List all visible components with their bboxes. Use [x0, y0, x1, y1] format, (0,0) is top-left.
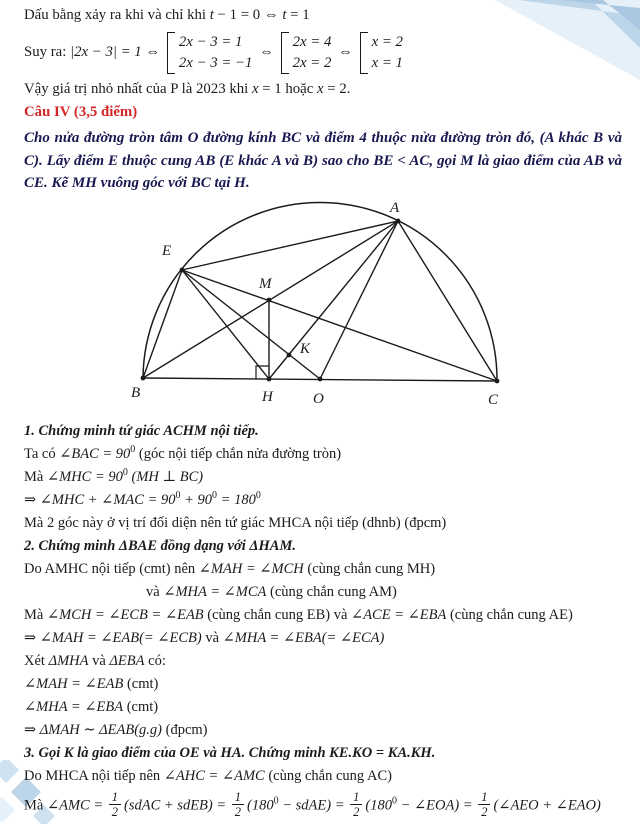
line-mha-mca: [24, 583, 632, 602]
fraction: [109, 790, 121, 819]
text-segment: x: [317, 81, 324, 97]
cases-rows: [372, 32, 403, 74]
geometry-figure: [0, 185, 640, 420]
line-equality-condition: [24, 6, 622, 25]
text-segment: |2x − 3| = 1: [70, 44, 146, 60]
text-segment: Dấu bằng xảy ra khi và chỉ khi: [24, 7, 210, 23]
left-bracket-icon: [167, 32, 175, 74]
text-segment: (180: [247, 797, 274, 814]
line-mah-eab-ecb: [24, 629, 632, 648]
fraction: [350, 790, 362, 819]
edge-EA: [182, 221, 398, 270]
text-segment: Mà: [24, 607, 47, 623]
text-segment: và: [146, 584, 164, 600]
text-segment: 1. Chứng minh tứ giác ACHM nội tiếp.: [24, 423, 259, 439]
point-dot-O: [318, 377, 323, 382]
text-segment: 0: [130, 444, 136, 456]
problem-heading: Câu IV (3,5 điểm): [24, 104, 138, 120]
fraction: [232, 790, 244, 819]
heading-part-3: [24, 744, 632, 763]
line-ahc-amc: [24, 767, 632, 786]
fraction-denominator: 2: [234, 805, 242, 819]
text-segment: ∠MHA = ∠MCA: [163, 584, 267, 600]
text-segment: − 1 = 0 ⇔: [213, 7, 283, 23]
edge-AC: [398, 221, 497, 381]
text-segment: ∠MAH = ∠EAB: [24, 676, 124, 692]
point-dot-B: [141, 376, 146, 381]
line-mch-ecb-eab: [24, 606, 632, 625]
point-dot-K: [287, 353, 292, 358]
text-segment: (đpcm): [161, 722, 208, 738]
text-segment: 0: [212, 490, 218, 502]
text-segment: (= ∠ECB): [139, 630, 202, 646]
text-segment: = 2.: [323, 81, 351, 97]
edge-EB: [143, 270, 182, 378]
text-segment: (∠AEO + ∠EAO): [493, 797, 601, 814]
text-segment: 0: [175, 490, 181, 502]
text-segment: ∠MAH = ∠EAB: [39, 630, 140, 646]
solution-text-block: [24, 422, 632, 822]
point-label-K: K: [300, 341, 311, 357]
text-segment: ∠ACE = ∠EBA: [351, 607, 447, 623]
text-segment: và: [88, 653, 110, 669]
point-label-M: M: [259, 276, 272, 292]
text-segment: ΔMAH ∼ ΔEAB: [39, 722, 135, 738]
text-segment: ∠MHA = ∠EBA: [24, 699, 124, 715]
text-segment: (cùng chắn cung AM): [266, 584, 397, 600]
text-segment: Mà 2 góc này ở vị trí đối diện nên tứ giác MHCA nội tiếp (dhnb) (đpcm): [24, 515, 447, 531]
point-dot-C: [495, 379, 500, 384]
text-segment: và: [201, 630, 223, 646]
line-conclusion: [24, 80, 622, 99]
line-cmt-2: [24, 698, 632, 717]
text-segment: (cmt): [123, 699, 159, 715]
line-bac-90: [24, 445, 632, 464]
text-segment: (cmt): [123, 676, 159, 692]
text-segment: 0: [391, 795, 397, 807]
point-dot-M: [267, 298, 272, 303]
point-label-O: O: [313, 391, 324, 407]
case-row: 2x − 3 = −1: [178, 54, 253, 71]
text-segment: (= ∠ECA): [321, 630, 385, 646]
text-segment: − ∠EOA) =: [396, 797, 477, 814]
case-row: 2x − 3 = 1: [178, 33, 243, 50]
cases-bracket: [281, 32, 332, 74]
line-mhc-90: [24, 468, 632, 487]
line-doi-dien: [24, 514, 632, 533]
text-segment: (MH ⊥ BC): [127, 469, 204, 485]
text-segment: x: [251, 81, 259, 97]
text-segment: ∠MAH = ∠MCH: [198, 561, 304, 577]
text-segment: ⇔: [255, 44, 278, 60]
fraction-numerator: 1: [478, 790, 490, 805]
heading-part-1: [24, 422, 632, 441]
cases-bracket: [167, 32, 253, 74]
problem-statement: Cho nửa đường tròn tâm O đường kính BC và điểm 4 thuộc nửa đường tròn đó, (A khác B và C). Lấy điểm E thuộc cung AB (E khác A và B) sao cho BE < AC, gọi M là giao điểm của AB và CE. Kẽ MH vuông góc với BC tại H.: [24, 130, 622, 191]
semicircle-arc: [143, 202, 497, 381]
text-segment: có:: [144, 653, 166, 669]
point-label-C: C: [488, 392, 499, 408]
text-segment: (cùng chắn cung AE): [446, 607, 573, 623]
text-segment: 3. Gọi K là giao điểm của OE và HA. Chứng minh KE.KO = KA.KH.: [24, 745, 436, 761]
text-segment: Suy ra:: [24, 44, 71, 60]
fraction: [478, 790, 490, 819]
line-cmt-1: [24, 675, 632, 694]
text-segment: Mà: [24, 469, 47, 485]
text-segment: ∠AHC = ∠AMC: [163, 768, 265, 784]
text-segment: ∠AMC =: [46, 797, 107, 814]
text-segment: 2. Chứng minh ΔBAE đồng dạng với ΔHAM.: [24, 538, 296, 554]
cases-rows: [179, 32, 253, 74]
cases-rows: [293, 32, 332, 74]
point-dot-H: [267, 377, 272, 382]
line-suy-ra: [24, 29, 622, 77]
text-segment: (g.g): [134, 722, 162, 738]
fraction-denominator: 2: [353, 805, 360, 819]
text-segment: ∠MHC + ∠MAC = 90: [39, 492, 176, 508]
line-mah-mch: [24, 560, 632, 579]
case-row: x = 2: [371, 33, 403, 50]
text-segment: ∠MCH = ∠ECB = ∠EAB: [46, 607, 204, 623]
edge-EO: [182, 270, 320, 379]
text-segment: ∠MHA = ∠EBA: [222, 630, 322, 646]
text-segment: ΔMHA: [48, 653, 89, 669]
case-row: 2x = 2: [292, 54, 332, 71]
text-segment: − sdAE) =: [278, 797, 349, 814]
text-segment: ∠MHC = 90: [46, 469, 123, 485]
text-segment: Xét: [24, 653, 49, 669]
point-label-A: A: [390, 200, 400, 216]
text-segment: (cùng chắn cung EB) và: [203, 607, 352, 623]
left-bracket-icon: [281, 32, 289, 74]
text-segment: = 180: [217, 492, 256, 508]
text-segment: Mà: [24, 797, 47, 814]
text-segment: ⇔: [334, 44, 357, 60]
line-amc-fractions: [24, 790, 632, 822]
top-text-block: [24, 6, 622, 195]
semicircle-diagram: [0, 185, 640, 420]
solution-lines: [24, 422, 632, 822]
text-segment: Vậy giá trị nhỏ nhất của P là 2023 khi: [24, 81, 252, 97]
text-segment: ⇒: [24, 492, 40, 508]
edge-EH: [182, 270, 269, 379]
case-row: 2x = 4: [292, 33, 332, 50]
point-label-E: E: [162, 243, 172, 259]
fraction-denominator: 2: [481, 805, 488, 819]
text-segment: ⇒: [24, 630, 40, 646]
point-label-B: B: [131, 385, 141, 401]
text-segment: t: [282, 7, 287, 23]
text-segment: 0: [255, 490, 261, 502]
text-segment: 0: [122, 467, 128, 479]
text-segment: ΔEBA: [109, 653, 145, 669]
fraction-numerator: 1: [350, 790, 362, 805]
case-row: x = 1: [371, 54, 403, 71]
text-segment: ⇔: [145, 44, 164, 60]
text-segment: = 1: [286, 7, 310, 23]
text-segment: Do MHCA nội tiếp nên: [24, 768, 164, 784]
point-dot-A: [396, 219, 401, 224]
line-sum-180: [24, 491, 632, 510]
heading-part-2: [24, 537, 632, 556]
algebra-lines: [24, 6, 622, 99]
text-segment: t: [209, 7, 214, 23]
text-segment: Ta có: [24, 446, 60, 462]
point-label-H: H: [262, 389, 273, 405]
point-dot-E: [180, 268, 185, 273]
line-xet: [24, 652, 632, 671]
text-segment: (180: [365, 797, 392, 814]
cases-bracket: [360, 32, 403, 74]
text-segment: + 90: [180, 492, 213, 508]
text-segment: = 1 hoặc: [258, 81, 317, 97]
text-segment: Do AMHC nội tiếp (cmt) nên: [24, 561, 199, 577]
fraction-numerator: 1: [109, 790, 121, 805]
fraction-numerator: 1: [232, 790, 244, 805]
text-segment: 0: [273, 795, 279, 807]
text-segment: ⇒: [24, 722, 40, 738]
text-segment: (góc nội tiếp chắn nửa đường tròn): [135, 446, 342, 462]
line-similar: [24, 721, 632, 740]
text-segment: (cùng chắn cung MH): [303, 561, 436, 577]
text-segment: ∠BAC = 90: [59, 446, 131, 462]
left-bracket-icon: [360, 32, 368, 74]
text-segment: (cùng chắn cung AC): [264, 768, 392, 784]
text-segment: (sdAC + sdEB) =: [124, 797, 230, 814]
diamond-shape: [0, 760, 19, 783]
fraction-denominator: 2: [111, 805, 119, 819]
diamond-shape: [0, 797, 15, 823]
